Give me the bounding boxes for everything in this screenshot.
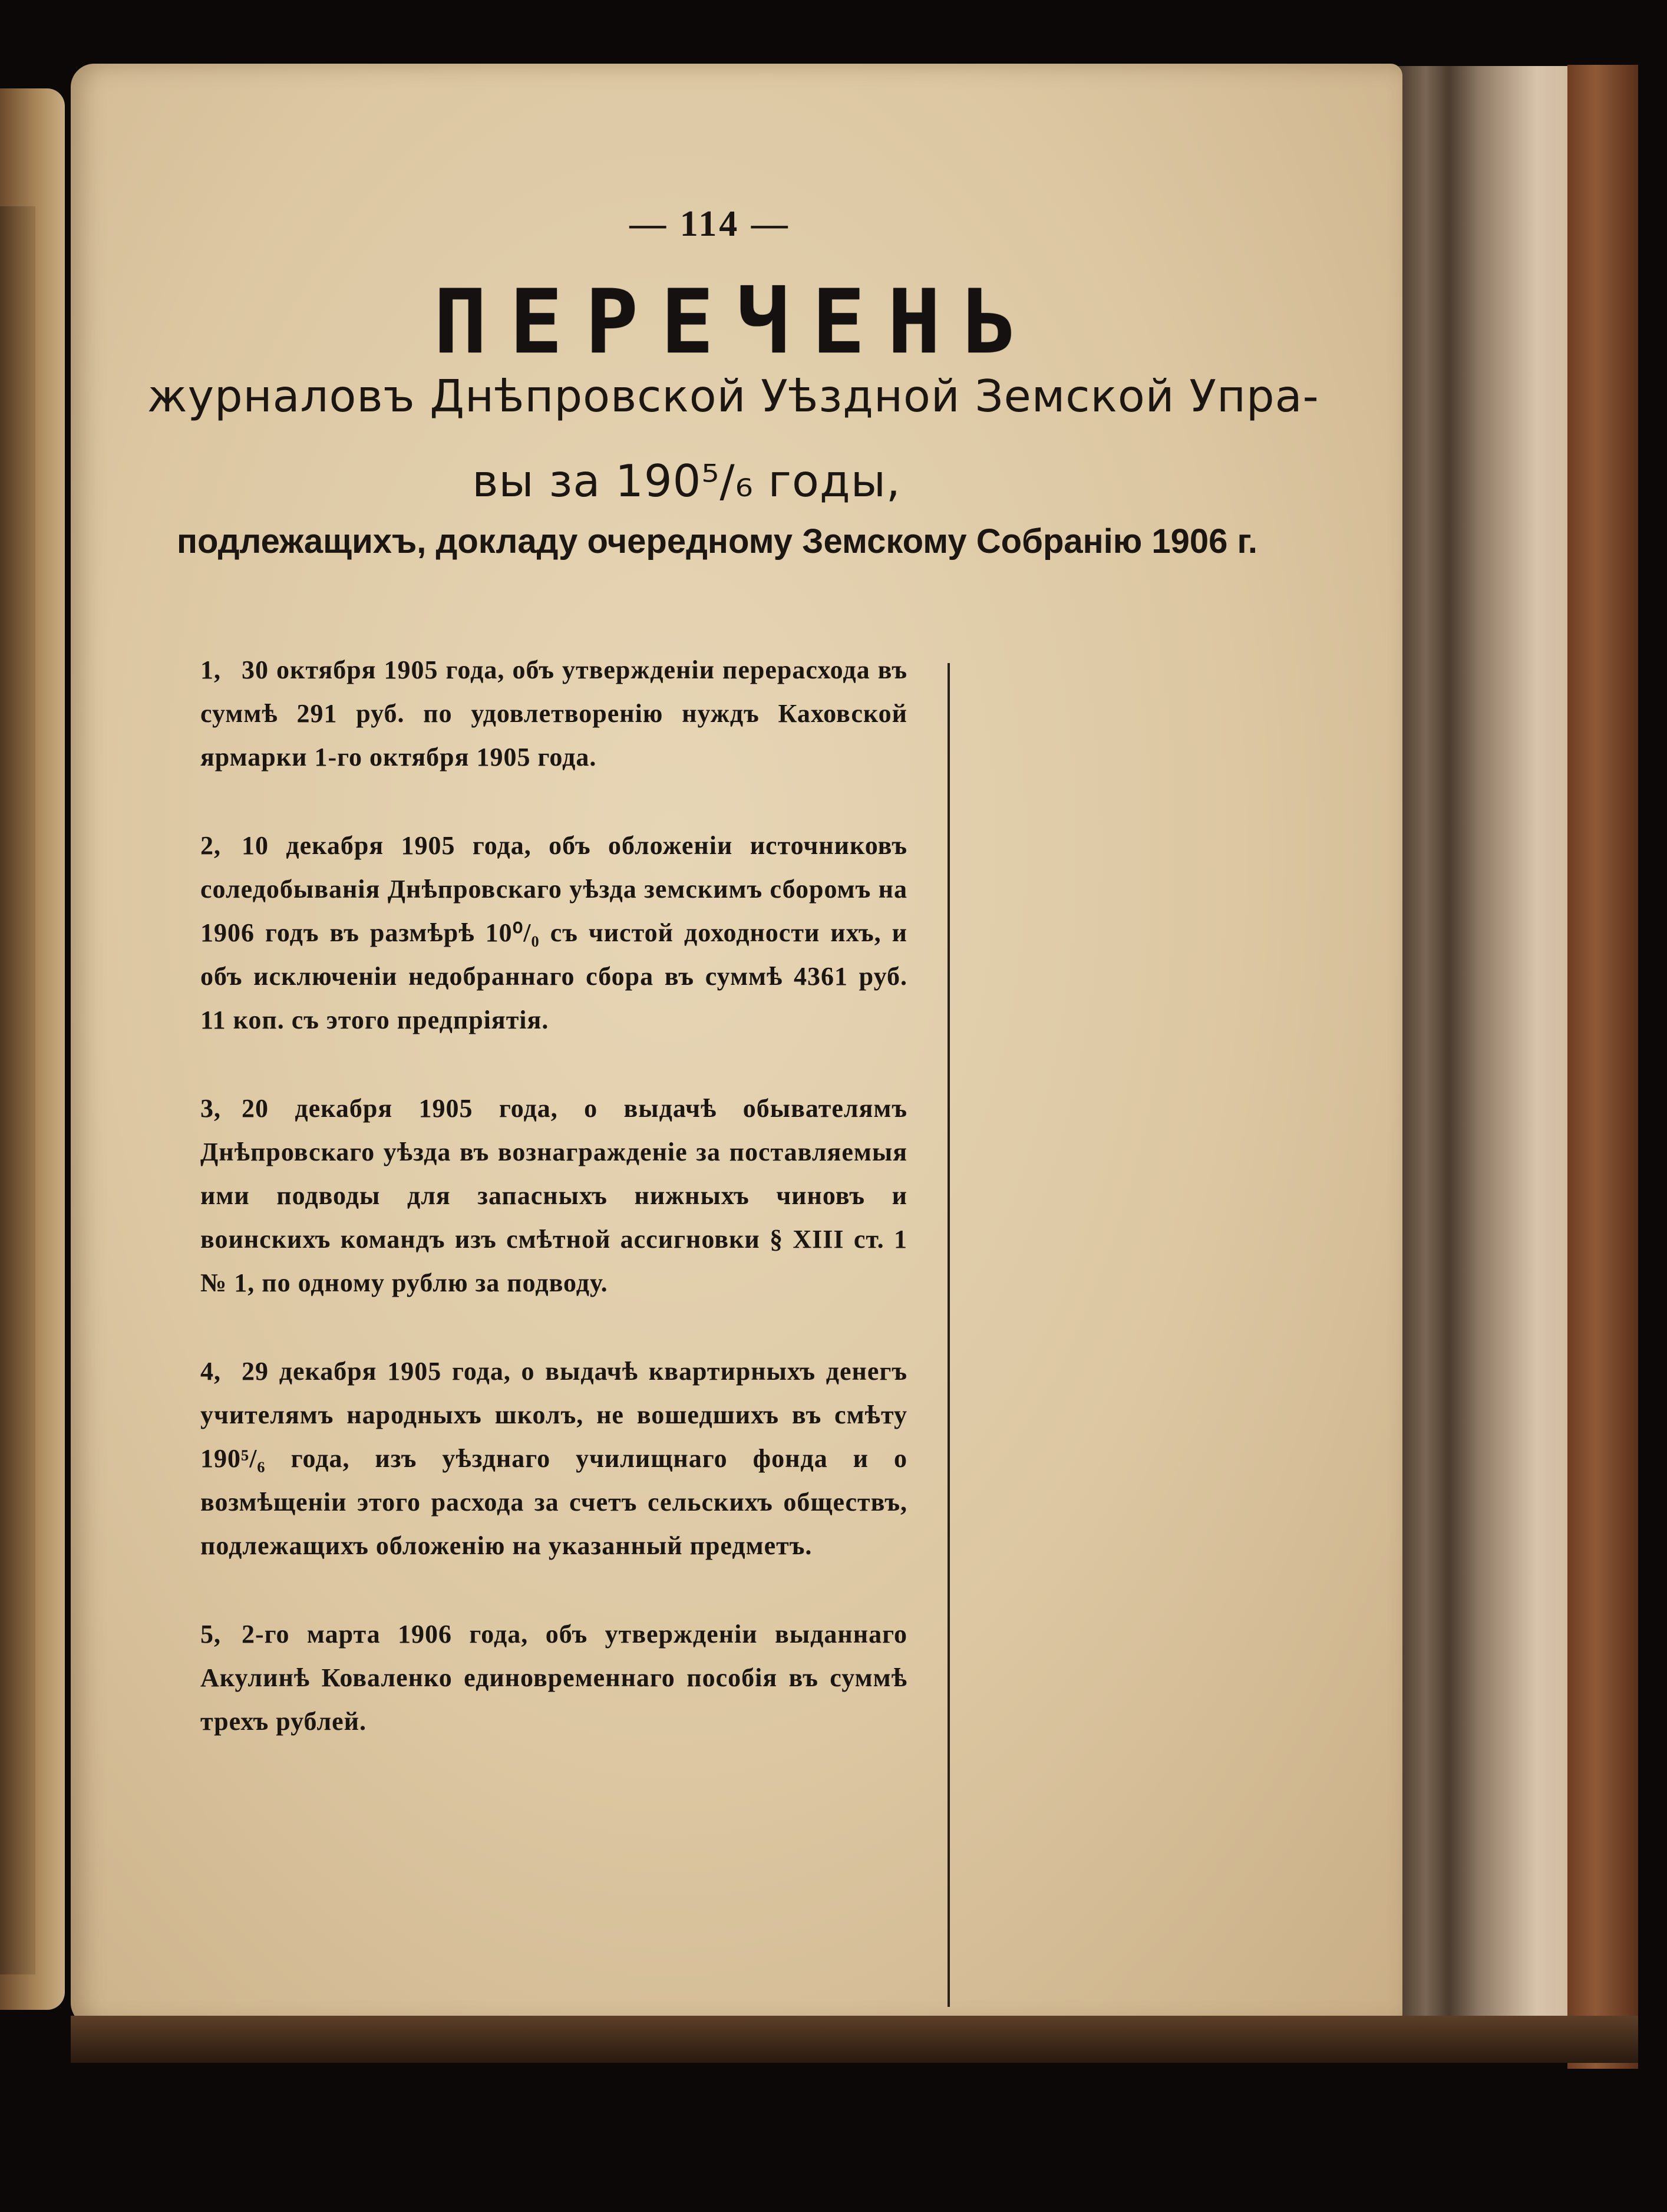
subtitle-line-2: вы за 190⁵/₆ годы, [472,455,901,507]
journal-entries-list [200,648,907,1788]
entry-text: 20 декабря 1905 года, о выдачѣ обывателямъ Днѣпровскаго уѣзда въ вознагражденіе за поставляемыя ими подводы для запасныхъ нижныхъ чиновъ и воинскихъ командъ изъ смѣтной ассигновки § XIII ст. 1 № 1, по одному рублю за подводу. [200,1094,907,1297]
entry-text: 10 декабря 1905 года, объ обложеніи источниковъ соледобыванія Днѣпровскаго уѣзда земскимъ сборомъ на 1906 годъ въ размѣрѣ 10⁰/₀ съ чистой доходности ихъ, и объ исключеніи недобраннаго сбора въ суммѣ 4361 руб. 11 коп. съ этого предпріятія. [200,831,907,1034]
entry-text: 2-го марта 1906 года, объ утвержденіи выданнаго Акулинѣ Коваленко единовременнаго пособія въ суммѣ трехъ рублей. [200,1620,907,1736]
entry-text: 30 октября 1905 года, объ утвержденіи перерасхода въ суммѣ 291 руб. по удовлетворенію нуждъ Каховской ярмарки 1-го октября 1905 года. [200,655,907,772]
page-number: — 114 — [629,204,790,244]
subtitle-line-3: подлежащихъ, докладу очередному Земскому Собранію 1906 г. [177,522,1258,561]
page-heading: ПЕРЕЧЕНЬ [434,271,1039,374]
journal-entry [200,1350,907,1568]
entry-number: 1, [200,655,221,684]
journal-entry [200,824,907,1042]
entry-number: 3, [200,1094,221,1123]
journal-entry [200,648,907,779]
subtitle-line-1: журналовъ Днѣпровской Уѣздной Земской Упра- [147,370,1319,422]
column-divider [948,663,950,2007]
entry-number: 5, [200,1620,221,1649]
journal-entry [200,1087,907,1305]
entry-text: 29 декабря 1905 года, о выдачѣ квартирныхъ денегъ учителямъ народныхъ школъ, не вошедшихъ въ смѣту 190⁵/₆ года, изъ уѣзднаго училищнаго фонда и о возмѣщеніи этого расхода за счетъ сельскихъ обществъ, подлежащихъ обложенію на указанный предметъ. [200,1357,907,1560]
journal-entry [200,1613,907,1743]
entry-number: 4, [200,1357,221,1386]
entry-number: 2, [200,831,221,860]
